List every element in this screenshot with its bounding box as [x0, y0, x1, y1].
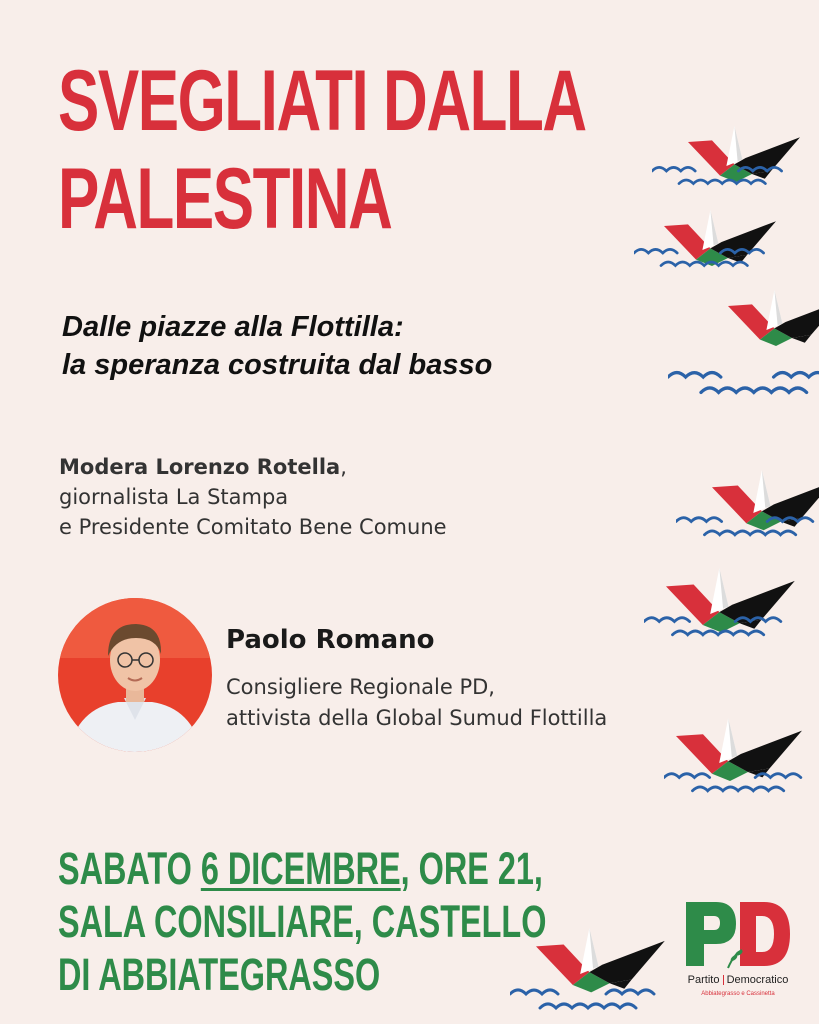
event-line-3: DI ABBIATEGRASSO	[58, 949, 381, 1000]
moderator-name: Modera Lorenzo Rotella	[59, 455, 341, 479]
pd-logo-name-left: Partito	[687, 974, 720, 986]
moderator-role-2: e Presidente Comitato Bene Comune	[59, 515, 447, 539]
subtitle	[62, 308, 492, 384]
moderator-block	[59, 452, 447, 542]
moderator-role-1: giornalista La Stampa	[59, 485, 289, 509]
moderator-comma: ,	[340, 455, 347, 479]
subtitle-line-2: la speranza costruita dal basso	[62, 349, 493, 381]
paper-boat-icon	[664, 714, 814, 804]
paper-boat-icon	[634, 206, 784, 278]
pd-logo	[676, 894, 800, 1018]
paper-boat-icon	[668, 290, 819, 410]
speaker-name: Paolo Romano	[226, 625, 435, 655]
title-line-1: SVEGLIATI DALLA	[58, 53, 586, 149]
event-line-2: SALA CONSILIARE, CASTELLO	[58, 896, 547, 947]
pd-logo-name-right: Democratico	[726, 974, 789, 986]
paper-boat-icon	[676, 468, 819, 550]
speaker-role-1: Consigliere Regionale PD,	[226, 675, 495, 699]
paper-boat-icon	[510, 926, 670, 1022]
subtitle-line-1: Dalle piazze alla Flottilla:	[62, 311, 404, 343]
event-day: SABATO	[58, 843, 201, 894]
speaker-avatar	[58, 598, 212, 752]
paper-boat-icon	[644, 566, 804, 646]
speaker-role	[226, 672, 607, 734]
pd-logo-sub: Abbiategrasso e Cassinetta	[701, 991, 775, 997]
speaker-role-2: attivista della Global Sumud Flottilla	[226, 706, 608, 730]
event-line-1	[58, 842, 546, 895]
event-details	[58, 842, 546, 1001]
event-date: 6 DICEMBRE	[200, 843, 401, 894]
paper-boat-icon	[652, 122, 802, 194]
title-line-2: PALESTINA	[58, 151, 392, 247]
pd-logo-icon	[676, 894, 800, 974]
pd-logo-text	[676, 974, 800, 986]
page-title	[58, 52, 586, 248]
event-time: , ORE 21,	[400, 843, 543, 894]
